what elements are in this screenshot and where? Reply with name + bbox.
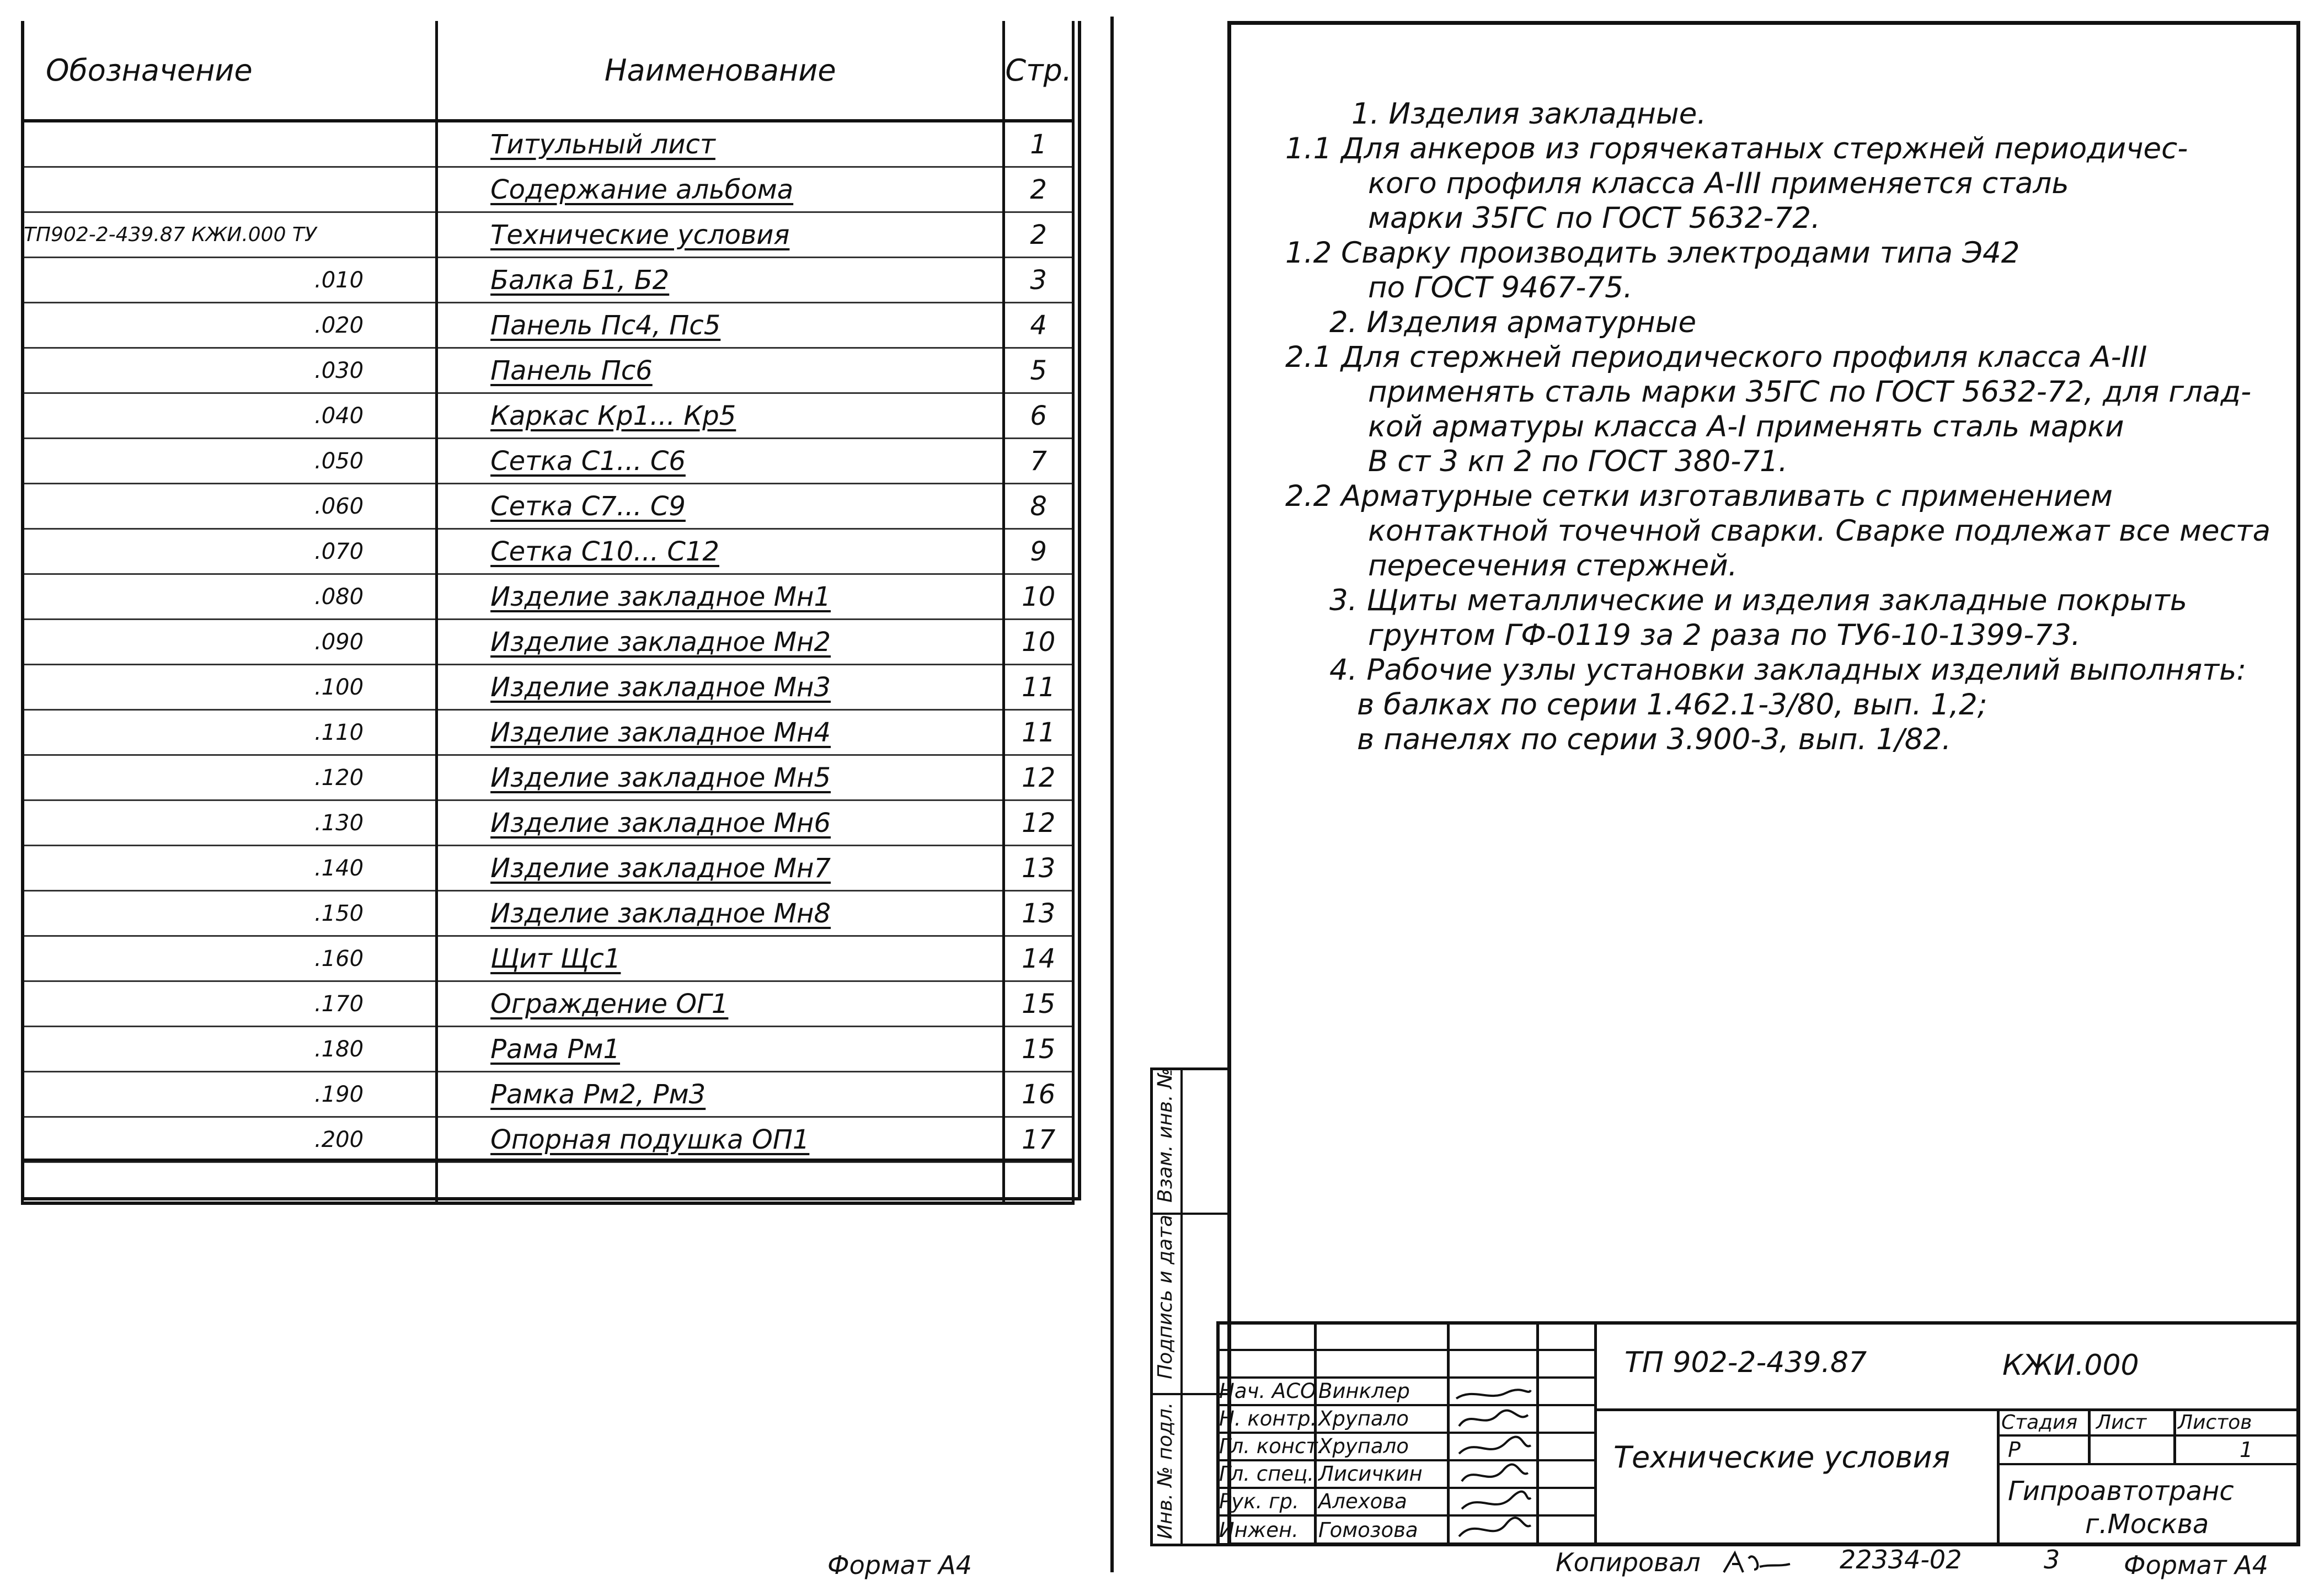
- stamp-vline: [1594, 1321, 1597, 1546]
- note-line: В ст 3 кп 2 по ГОСТ 380-71.: [1368, 445, 1788, 478]
- note-line: 4. Рабочие узлы установки закладных изделий выполнять:: [1329, 653, 2247, 687]
- stamp-hline: [1216, 1459, 1594, 1461]
- row-designation: .150: [23, 891, 437, 936]
- note-line: 1.2 Сварку производить электродами типа Э42: [1285, 236, 2020, 270]
- row-name: Технические условия: [437, 212, 1004, 258]
- side-divider-vertical: [1180, 1067, 1183, 1546]
- row-name: Ограждение ОГ1: [437, 981, 1004, 1027]
- note-line: грунтом ГФ-0119 за 2 раза по ТУ6-10-1399-73.: [1368, 618, 2081, 652]
- note-line: в панелях по серии 3.900-3, вып. 1/82.: [1357, 723, 1952, 756]
- sheet-header: Лист: [2096, 1411, 2147, 1434]
- stamp-person: Винклер: [1318, 1379, 1410, 1403]
- stamp-person: Гомозова: [1318, 1518, 1418, 1542]
- table-row: [23, 121, 1073, 167]
- table-row: [23, 348, 1073, 393]
- row-page: 12: [1004, 800, 1073, 846]
- row-page: 7: [1004, 439, 1073, 484]
- row-page: 1: [1004, 121, 1073, 167]
- row-page: 12: [1004, 755, 1073, 800]
- row-name: Содержание альбома: [437, 167, 1004, 212]
- table-row: [23, 755, 1073, 800]
- stamp-vline: [1314, 1321, 1317, 1546]
- row-page: 5: [1004, 348, 1073, 393]
- row-name: Изделие закладное Мн5: [437, 755, 1004, 800]
- row-designation: .020: [23, 303, 437, 348]
- stamp-hline: [1216, 1376, 1594, 1379]
- stamp-hline: [1216, 1404, 1594, 1406]
- stamp-vline: [2088, 1410, 2091, 1465]
- contents-sheet: [21, 21, 1081, 1196]
- copier-signature: [1721, 1547, 1793, 1581]
- archive-number: 22334-02: [1840, 1545, 1962, 1574]
- table-row: [23, 800, 1073, 846]
- row-designation: .170: [23, 981, 437, 1027]
- table-row: [23, 1072, 1073, 1117]
- fold-line: [1110, 17, 1114, 1572]
- row-page: 8: [1004, 484, 1073, 529]
- row-page: 2: [1004, 167, 1073, 212]
- header-designation: Обозначение: [23, 21, 437, 121]
- table-row: [23, 439, 1073, 484]
- side-label-signature: Подпись и дата: [1154, 1214, 1177, 1379]
- row-page: 15: [1004, 981, 1073, 1027]
- technical-notes: [1285, 97, 2278, 757]
- note-line: по ГОСТ 9467-75.: [1368, 271, 1633, 305]
- table-row: [23, 981, 1073, 1027]
- row-designation: .200: [23, 1117, 437, 1162]
- table-row: [23, 393, 1073, 439]
- row-page: 4: [1004, 303, 1073, 348]
- table-row: [23, 258, 1073, 303]
- table-row: [23, 665, 1073, 710]
- row-page: 9: [1004, 529, 1073, 574]
- stamp-person: Хрупало: [1318, 1434, 1409, 1458]
- row-page: 6: [1004, 393, 1073, 439]
- empty-row: [23, 1162, 1073, 1204]
- row-designation: .180: [23, 1027, 437, 1072]
- row-page: 13: [1004, 846, 1073, 891]
- table-row: [23, 620, 1073, 665]
- table-row: [23, 936, 1073, 981]
- row-name: Щит Щс1: [437, 936, 1004, 981]
- row-designation: [23, 167, 437, 212]
- note-line: применять сталь марки 35ГС по ГОСТ 5632-72, для глад-: [1368, 375, 2252, 409]
- side-label-replacement: Взам. инв. №: [1154, 1067, 1177, 1203]
- stamp-role: Рук. гр.: [1219, 1490, 1299, 1513]
- stamp-hline: [1216, 1432, 1594, 1434]
- row-page: 10: [1004, 574, 1073, 620]
- row-page: 17: [1004, 1117, 1073, 1162]
- row-page: 3: [1004, 258, 1073, 303]
- document-code: КЖИ.000: [2002, 1349, 2139, 1382]
- row-designation: .030: [23, 348, 437, 393]
- row-page: 10: [1004, 620, 1073, 665]
- row-name: Изделие закладное Мн4: [437, 710, 1004, 755]
- stamp-hline: [1216, 1514, 1594, 1517]
- note-line: 2. Изделия арматурные: [1329, 306, 1697, 339]
- table-header-row: [23, 21, 1073, 121]
- row-name: Изделие закладное Мн3: [437, 665, 1004, 710]
- row-designation: .100: [23, 665, 437, 710]
- left-format-label: Формат А4: [827, 1550, 972, 1580]
- row-designation: .160: [23, 936, 437, 981]
- note-line: 1.1 Для анкеров из горячекатаных стержней периодичес-: [1285, 132, 2188, 166]
- right-format-label: Формат А4: [2124, 1550, 2268, 1580]
- row-name: Рамка Рм2, Рм3: [437, 1072, 1004, 1117]
- sheets-header: Листов: [2178, 1411, 2252, 1434]
- row-designation: .120: [23, 755, 437, 800]
- project-code: ТП 902-2-439.87: [1625, 1346, 1867, 1379]
- table-row: [23, 167, 1073, 212]
- stamp-role: Гл. спец.: [1219, 1462, 1315, 1486]
- row-page: 13: [1004, 891, 1073, 936]
- table-bottom-border: [21, 1159, 1075, 1162]
- note-line: 1. Изделия закладные.: [1351, 97, 1707, 131]
- table-row: [23, 303, 1073, 348]
- note-line: 2.2 Арматурные сетки изготавливать с применением: [1285, 479, 2113, 513]
- stamp-vline: [1447, 1321, 1450, 1546]
- stage-header: Стадия: [2001, 1411, 2078, 1434]
- sheets-value: 1: [2240, 1438, 2253, 1462]
- table-row: [23, 891, 1073, 936]
- stamp-role: Нач. АСО: [1219, 1379, 1317, 1403]
- row-designation: .070: [23, 529, 437, 574]
- note-line: 3. Щиты металлические и изделия закладные покрыть: [1329, 584, 2188, 617]
- stamp-person: Хрупало: [1318, 1407, 1409, 1430]
- header-page: Стр.: [1004, 21, 1073, 121]
- row-name: Титульный лист: [437, 121, 1004, 167]
- row-designation: .190: [23, 1072, 437, 1117]
- row-name: Изделие закладное Мн1: [437, 574, 1004, 620]
- stamp-role: Гл. конст.: [1219, 1434, 1324, 1458]
- row-name: Панель Пс6: [437, 348, 1004, 393]
- page-number: 3: [2044, 1545, 2060, 1574]
- row-designation: .050: [23, 439, 437, 484]
- row-name: Балка Б1, Б2: [437, 258, 1004, 303]
- stamp-hline: [1997, 1434, 2300, 1437]
- row-designation: [23, 121, 437, 167]
- row-designation: .140: [23, 846, 437, 891]
- header-name: Наименование: [437, 21, 1004, 121]
- table-row: [23, 1117, 1073, 1162]
- table-row: [23, 846, 1073, 891]
- row-designation: .080: [23, 574, 437, 620]
- stamp-person: Лисичкин: [1318, 1462, 1423, 1486]
- row-page: 11: [1004, 710, 1073, 755]
- note-line: контактной точечной сварки. Сварке подлежат все места: [1368, 514, 2271, 548]
- stamp-vline: [1536, 1321, 1539, 1546]
- note-line: в балках по серии 1.462.1-3/80, вып. 1,2;: [1357, 688, 1987, 722]
- row-page: 11: [1004, 665, 1073, 710]
- stamp-hline: [1216, 1487, 1594, 1489]
- stamp-vline: [2173, 1410, 2176, 1465]
- row-page: 14: [1004, 936, 1073, 981]
- table-row: [23, 1027, 1073, 1072]
- empty-cell: [437, 1162, 1004, 1204]
- row-page: 16: [1004, 1072, 1073, 1117]
- table-row: [23, 212, 1073, 258]
- row-designation: .060: [23, 484, 437, 529]
- empty-cell: [1004, 1162, 1073, 1204]
- row-name: Каркас Кр1... Кр5: [437, 393, 1004, 439]
- copied-by-label: Копировал: [1556, 1547, 1701, 1577]
- signature-scribbles: [1451, 1376, 1533, 1545]
- row-name: Панель Пс4, Пс5: [437, 303, 1004, 348]
- row-name: Изделие закладное Мн7: [437, 846, 1004, 891]
- row-designation: .010: [23, 258, 437, 303]
- row-name: Опорная подушка ОП1: [437, 1117, 1004, 1162]
- row-page: 2: [1004, 212, 1073, 258]
- table-row: [23, 574, 1073, 620]
- side-label-inventory: Инв. № подл.: [1154, 1402, 1177, 1539]
- note-line: пересечения стержней.: [1368, 549, 1738, 583]
- row-designation: ТП902-2-439.87 КЖИ.000 ТУ: [23, 212, 437, 258]
- row-name: Сетка С10... С12: [437, 529, 1004, 574]
- note-line: марки 35ГС по ГОСТ 5632-72.: [1368, 201, 1820, 235]
- row-designation: .090: [23, 620, 437, 665]
- row-designation: .040: [23, 393, 437, 439]
- row-name: Изделие закладное Мн8: [437, 891, 1004, 936]
- note-line: кого профиля класса А-III применяется сталь: [1368, 167, 2069, 200]
- row-designation: .110: [23, 710, 437, 755]
- contents-table: [21, 21, 1075, 1205]
- note-line: 2.1 Для стержней периодического профиля класса А-III: [1285, 340, 2147, 374]
- note-line: кой арматуры класса А-I применять сталь марки: [1368, 410, 2124, 444]
- row-name: Сетка С7... С9: [437, 484, 1004, 529]
- empty-cell: [23, 1162, 437, 1204]
- table-row: [23, 529, 1073, 574]
- row-designation: .130: [23, 800, 437, 846]
- row-name: Изделие закладное Мн6: [437, 800, 1004, 846]
- stamp-hline: [1997, 1463, 2300, 1465]
- document-title: Технические условия: [1613, 1440, 1951, 1475]
- table-row: [23, 710, 1073, 755]
- row-name: Изделие закладное Мн2: [437, 620, 1004, 665]
- table-row: [23, 484, 1073, 529]
- stamp-role: Инжен.: [1219, 1518, 1299, 1542]
- stage-value: Р: [2008, 1438, 2021, 1462]
- city: г.Москва: [2085, 1509, 2209, 1540]
- organization: Гипроавтотранс: [2008, 1476, 2234, 1507]
- row-name: Сетка С1... С6: [437, 439, 1004, 484]
- stamp-role: Н. контр.: [1219, 1407, 1317, 1430]
- stamp-vline: [1997, 1410, 2000, 1546]
- stamp-person: Алехова: [1318, 1490, 1407, 1513]
- stamp-hline: [1216, 1349, 1594, 1351]
- row-page: 15: [1004, 1027, 1073, 1072]
- row-name: Рама Рм1: [437, 1027, 1004, 1072]
